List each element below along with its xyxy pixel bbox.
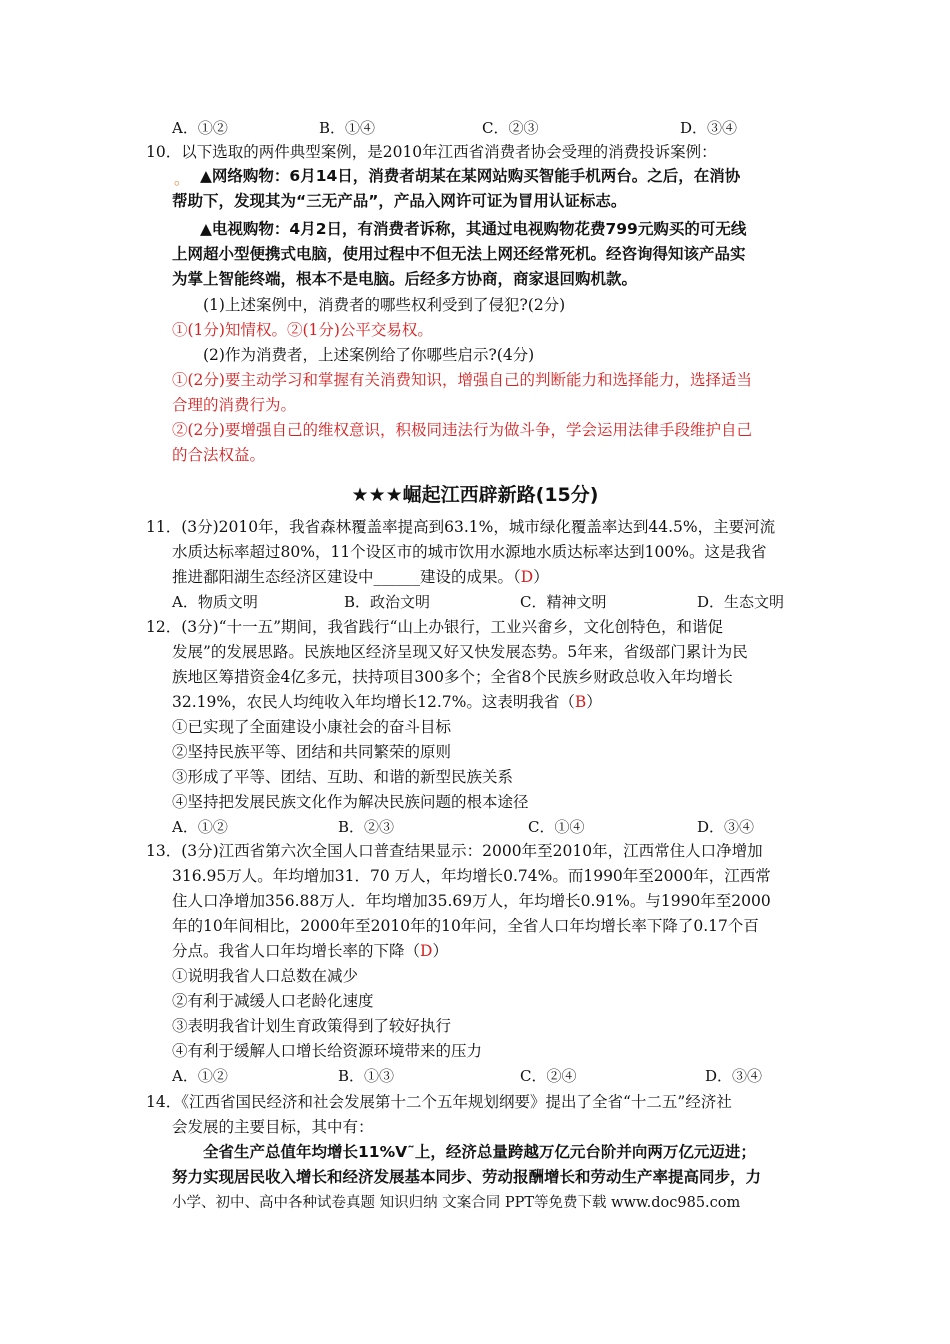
q13-line5 [172,940,448,962]
q10-sub1: (1)上述案例中，消费者的哪些权利受到了侵犯?(2分) [203,296,566,314]
q13-item-3: ③表明我省计划生育政策得到了较好执行 [172,1017,452,1035]
q12-answer: B [574,693,587,711]
q14-line2: 会发展的主要目标，其中有： [172,1118,374,1136]
q13-line2: 316.95万人。年均增加31．70 万人，年均增长0.74%。而1990年至2000年，江西常 [172,867,771,885]
q11-line3-text: 推进鄱阳湖生态经济区建设中______建设的成果。（ [172,568,521,586]
q13-line4: 年的10年间相比，2000年至2010年的10年问，全省人口年均增长率下降了0.17个百 [172,917,759,935]
q11-line2: 水质达标率超过80%，11个设区市的城市饮用水源地水质达标率达到100%。这是我省 [172,543,767,561]
q12-item-4: ④坚持把发展民族文化作为解决民族问题的根本途径 [172,793,529,811]
q13-option-b: B．①③ [338,1067,395,1085]
q14-line4: 努力实现居民收入增长和经济发展基本同步、劳动报酬增长和劳动生产率提高同步，力 [172,1168,762,1186]
q13-item-2: ②有利于减缓人口老龄化速度 [172,992,374,1010]
q12-item-2: ②坚持民族平等、团结和共同繁荣的原则 [172,743,452,761]
q11-option-a: A．物质文明 [172,593,258,611]
q13-answer: D [420,942,433,960]
q13-option-c: C．②④ [520,1067,577,1085]
q9-option-d: D．③④ [680,119,738,137]
q10-answer2-line1: ①(2分)要主动学习和掌握有关消费知识，增强自己的判断能力和选择能力，选择适当 [172,371,752,389]
q13-line1: 13．(3分)江西省第六次全国人口普查结果显示：2000年至2010年，江西常住人口净增加 [146,842,763,860]
q13-line5-text: 分点。我省人口年均增长率的下降（ [172,942,421,960]
q11-line1: 11．(3分)2010年，我省森林覆盖率提高到63.1%，城市绿化覆盖率达到44.5%，主要河流 [146,518,776,536]
q11-close: ） [533,568,549,586]
q14-line1: 14．《江西省国民经济和社会发展第十二个五年规划纲要》提出了全省“十二五”经济社 [146,1093,732,1111]
q12-line2: 发展”的发展思路。民族地区经济呈现又好又快发展态势。5年来，省级部门累计为民 [172,643,748,661]
q12-option-d: D．③④ [697,818,755,836]
q10-answer2-line3: ②(2分)要增强自己的维权意识，积极同违法行为做斗争，学会运用法律手段维护自己 [172,421,752,439]
q13-item-4: ④有利于缓解人口增长给资源环境带来的压力 [172,1042,483,1060]
q12-line4-text: 32.19%，农民人均纯收入年均增长12.7%。这表明我省（ [172,693,575,711]
q12-option-c: C．①④ [528,818,585,836]
q10-case2-line3: 为掌上智能终端，根本不是电脑。后经多方协商，商家退回购机款。 [172,270,638,288]
q10-marker: 。 [174,170,190,188]
q11-answer: D [520,568,534,586]
q10-case2-line2: 上网超小型便携式电脑，使用过程中不但无法上网还经常死机。经咨询得知该产品实 [172,245,746,263]
q13-line3: 住人口净增加356.88万人．年均增加35.69万人，年均增长0.91%。与1990年至2000 [172,892,771,910]
q13-item-1: ①说明我省人口总数在减少 [172,967,359,985]
q10-case2-line1: ▲电视购物：4月2日，有消费者诉称，其通过电视购物花费799元购买的可无线 [200,220,747,238]
q9-option-b: B．①④ [319,119,376,137]
q12-line3: 族地区筹措资金4亿多元，扶持项目300多个；全省8个民族乡财政总收入年均增长 [172,668,733,686]
q10-answer1: ①(1分)知情权。②(1分)公平交易权。 [172,321,433,339]
q12-option-a: A．①② [172,818,228,836]
q12-item-1: ①已实现了全面建设小康社会的奋斗目标 [172,718,452,736]
q11-option-d: D．生态文明 [697,593,785,611]
section-title: ★★★崛起江西辟新路(15分) [351,484,599,506]
q11-option-b: B．政治文明 [344,593,431,611]
q12-option-b: B．②③ [338,818,395,836]
q10-answer2-line2: 合理的消费行为。 [172,396,297,414]
q10-case1-line2: 帮助下，发现其为“三无产品”，产品入网许可证为冒用认证标志。 [172,192,627,210]
q9-option-a: A．①② [172,119,228,137]
q10-sub2: (2)作为消费者，上述案例给了你哪些启示?(4分) [203,346,535,364]
q10-stem: 10．以下选取的两件典型案例，是2010年江西省消费者协会受理的消费投诉案例： [146,143,717,161]
q13-option-a: A．①② [172,1067,228,1085]
q12-line4 [172,691,602,713]
q10-answer2-line4: 的合法权益。 [172,446,266,464]
q13-close: ） [432,942,448,960]
q11-line3 [172,566,549,588]
q10-case1-line1: ▲网络购物：6月14日，消费者胡某在某网站购买智能手机两台。之后，在消协 [200,167,741,185]
q14-line3: 全省生产总值年均增长11%V˜上，经济总量跨越万亿元台阶并向两万亿元迈进； [203,1143,756,1161]
q11-option-c: C．精神文明 [520,593,607,611]
q12-item-3: ③形成了平等、团结、互助、和谐的新型民族关系 [172,768,514,786]
q12-line1: 12．(3分)“十一五”期间，我省践行“山上办银行，工业兴畲乡，文化创特色，和谐促 [146,618,723,636]
q9-option-c: C．②③ [482,119,539,137]
footer-watermark: 小学、初中、高中各种试卷真题 知识归纳 文案合同 PPT等免费下载 www.doc985.com [172,1195,741,1211]
q13-option-d: D．③④ [705,1067,763,1085]
q12-close: ） [586,693,602,711]
